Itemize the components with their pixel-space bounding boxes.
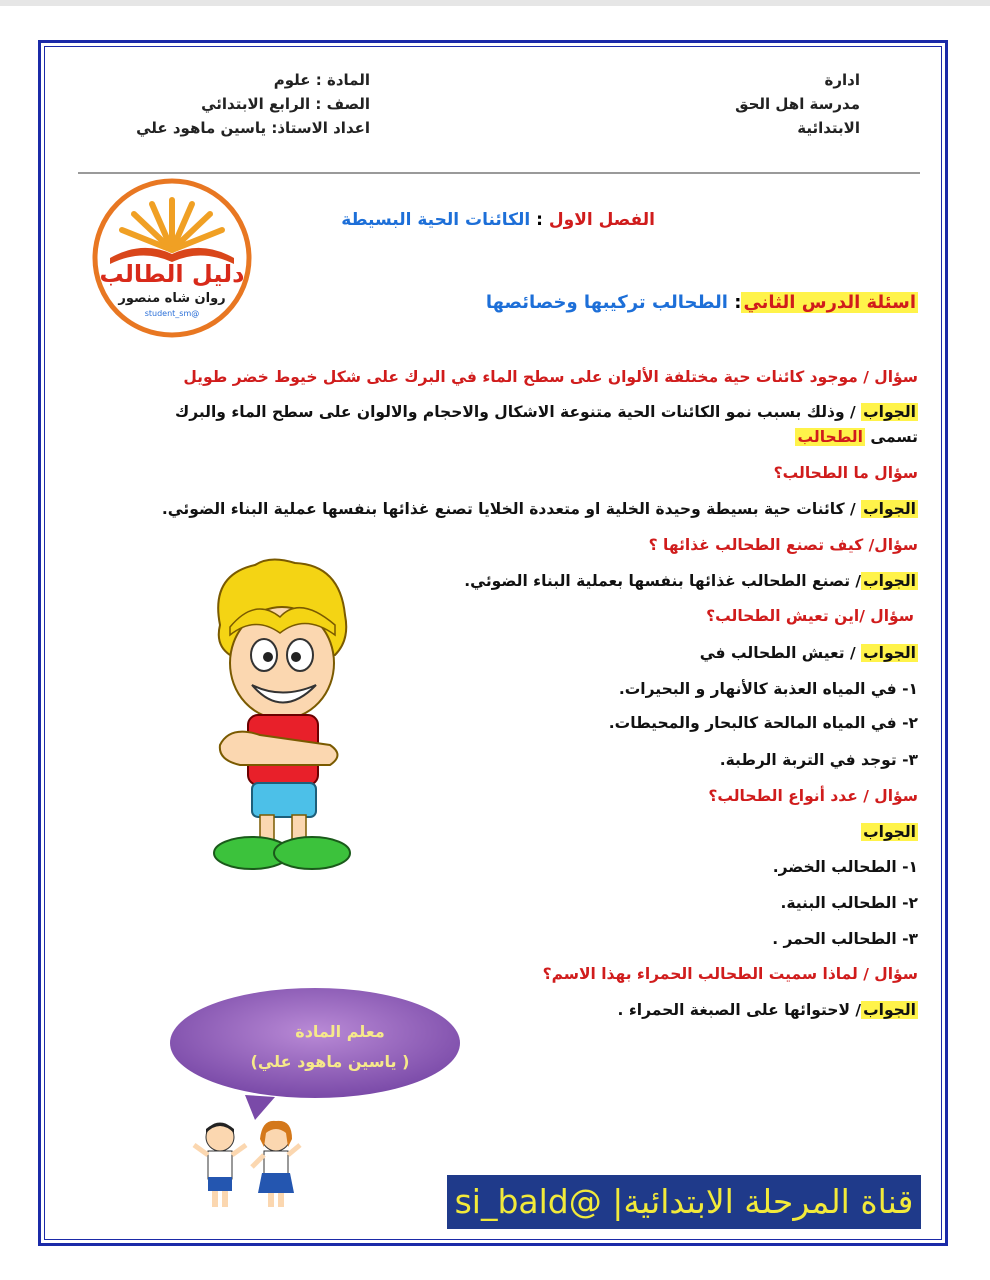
answer-1 bbox=[175, 403, 918, 421]
answer-3 bbox=[464, 572, 918, 590]
answer-4 bbox=[700, 644, 918, 662]
answer-1-continued bbox=[795, 428, 918, 446]
answer-4-label: الجواب bbox=[863, 644, 916, 662]
answer-5 bbox=[861, 823, 918, 841]
question-1: سؤال / موجود كائنات حية مختلفة الألوان على سطح الماء في البرك على شكل خيوط خضر طويل bbox=[183, 368, 918, 386]
lesson-label: اسئلة الدرس الثاني bbox=[743, 292, 916, 313]
answer-4-item-2: ٢- في المياه المالحة كالبحار والمحيطات. bbox=[608, 714, 918, 732]
cartoon-boy-illustration bbox=[200, 555, 360, 875]
header-school-type: الابتدائية bbox=[797, 119, 860, 137]
question-6: سؤال / لماذا سميت الطحالب الحمراء بهذا الاسم؟ bbox=[542, 965, 918, 983]
answer-1-term: الطحالب bbox=[797, 428, 863, 446]
answer-2 bbox=[162, 500, 918, 518]
lesson-name: الطحالب تركيبها وخصائصها bbox=[485, 292, 728, 313]
header-divider bbox=[78, 172, 920, 174]
lesson-separator: : bbox=[727, 292, 742, 313]
answer-1-text: / وذلك بسبب نمو الكائنات الحية متنوعة الاشكال والاحجام والالوان على سطح الماء والبرك bbox=[174, 403, 862, 421]
answer-5-label: الجواب bbox=[863, 823, 916, 841]
header-subject: المادة : علوم bbox=[273, 71, 370, 89]
bubble-line-1: معلم المادة bbox=[295, 1022, 385, 1041]
answer-3-label: الجواب bbox=[863, 572, 916, 590]
lesson-title bbox=[486, 292, 918, 313]
answer-2-label: الجواب bbox=[863, 500, 916, 518]
answer-6-label: الجواب bbox=[863, 1001, 916, 1019]
chapter-name: الكائنات الحية البسيطة bbox=[341, 210, 531, 230]
header-admin: ادارة bbox=[824, 71, 860, 89]
teacher-speech-bubble bbox=[165, 985, 465, 1120]
answer-4-item-3: ٣- توجد في التربة الرطبة. bbox=[719, 751, 918, 769]
student-guide-logo bbox=[92, 178, 252, 338]
channel-banner: قناة المرحلة الابتدائية| @si_bald bbox=[447, 1175, 921, 1229]
header-teacher: اعداد الاستاذ: ياسين ماهود علي bbox=[136, 119, 370, 137]
answer-1-label: الجواب bbox=[863, 403, 916, 421]
header-school: مدرسة اهل الحق bbox=[735, 95, 860, 113]
answer-5-item-3: ٣- الطحالب الحمر . bbox=[772, 930, 918, 948]
answer-3-text: / تصنع الطحالب غذائها بنفسها بعملية البناء الضوئي. bbox=[464, 572, 862, 590]
answer-4-item-1: ١- في المياه العذبة كالأنهار و البحيرات. bbox=[618, 680, 918, 698]
logo-title: دليل الطالب bbox=[99, 260, 245, 288]
answer-5-item-2: ٢- الطحالب البنية. bbox=[780, 894, 918, 912]
question-3: سؤال/ كيف تصنع الطحالب غذائها ؟ bbox=[648, 536, 918, 554]
answer-1-cont: تسمى bbox=[864, 428, 918, 446]
header-subject-block bbox=[110, 68, 370, 140]
answer-6 bbox=[618, 1001, 918, 1019]
header-school-block bbox=[700, 68, 860, 140]
header-grade: الصف : الرابع الابتدائي bbox=[201, 95, 370, 113]
question-2: سؤال ما الطحالب؟ bbox=[773, 464, 918, 482]
chapter-label: الفصل الاول bbox=[548, 210, 655, 230]
answer-5-item-1: ١- الطحالب الخضر. bbox=[772, 858, 918, 876]
question-5: سؤال / عدد أنواع الطحالب؟ bbox=[708, 787, 918, 805]
logo-subtitle: روان شاه منصور bbox=[118, 291, 226, 306]
bubble-line-2: ( ياسين ماهود علي) bbox=[250, 1052, 410, 1071]
school-kids-illustration bbox=[188, 1115, 308, 1215]
question-4: سؤال /اين تعيش الطحالب؟ bbox=[706, 607, 914, 625]
logo-handle: @student_sm bbox=[144, 309, 200, 318]
top-strip bbox=[0, 0, 990, 6]
answer-6-text: / لاحتوائها على الصبغة الحمراء . bbox=[617, 1001, 862, 1019]
answer-4-text: / تعيش الطحالب في bbox=[699, 644, 862, 662]
chapter-title bbox=[341, 210, 655, 230]
chapter-separator: : bbox=[530, 210, 549, 230]
answer-2-text: / كائنات حية بسيطة وحيدة الخلية او متعددة الخلايا تصنع غذائها بنفسها عملية البناء الضوئي. bbox=[161, 500, 862, 518]
